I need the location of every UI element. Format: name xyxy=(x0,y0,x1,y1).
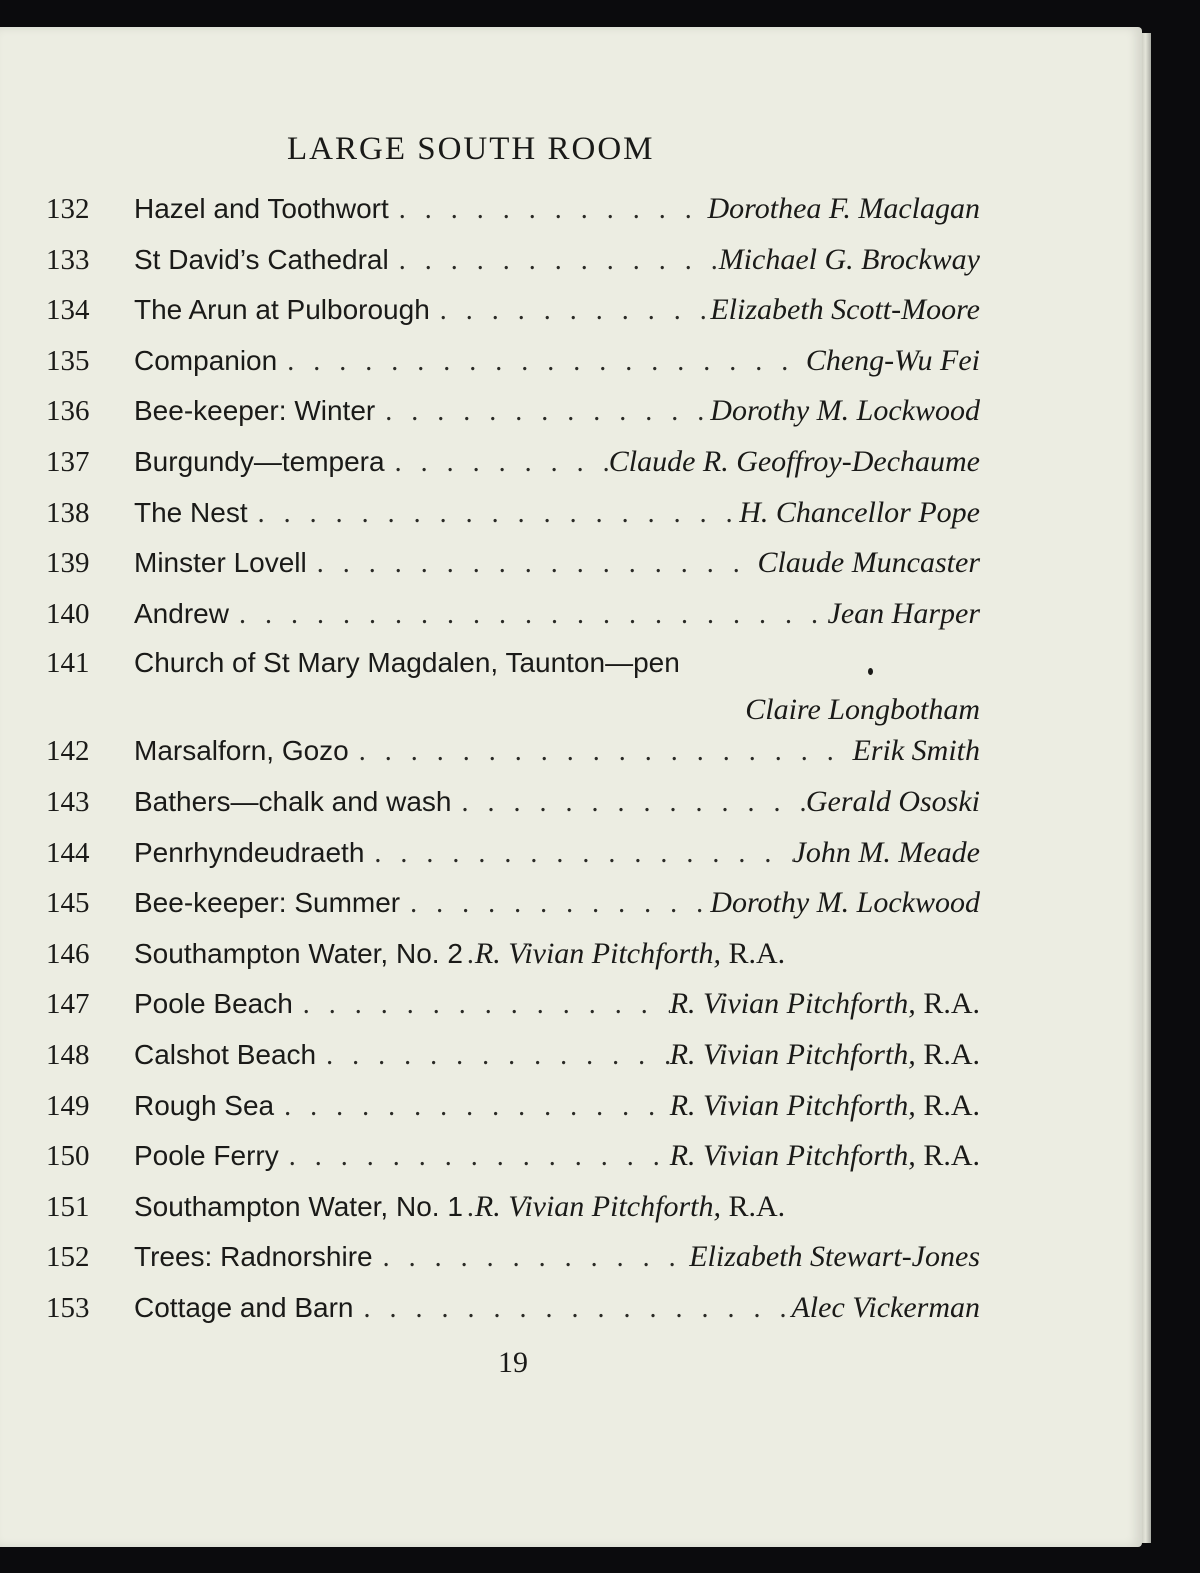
entry-title: Companion xyxy=(134,344,278,376)
entry-title: The Arun at Pulborough xyxy=(134,294,430,326)
entry-row xyxy=(46,192,980,243)
ink-speck xyxy=(868,668,873,675)
page-number: 19 xyxy=(498,1346,528,1379)
entry-artist: Alec Vickerman xyxy=(791,1290,980,1324)
entry-row xyxy=(46,1291,980,1342)
entry-number: 139 xyxy=(46,547,90,580)
entry-artist: Gerald Ososki xyxy=(805,784,980,818)
entry-title: Andrew xyxy=(134,597,229,629)
leader-dots xyxy=(373,1242,690,1274)
leader-dots xyxy=(293,989,670,1021)
entry-artist xyxy=(670,1038,980,1072)
leader-dots xyxy=(430,295,711,327)
entry-row xyxy=(46,597,980,648)
entry-artist: Dorothy M. Lockwood xyxy=(710,886,980,920)
entry-artist: Elizabeth Stewart-Jones xyxy=(689,1240,980,1274)
leader-dots xyxy=(400,888,710,920)
leader-dots xyxy=(375,396,710,428)
entry-title: Trees: Radnorshire xyxy=(134,1241,373,1273)
entry-row xyxy=(46,546,980,597)
entry-number: 146 xyxy=(46,937,90,970)
leader-dots xyxy=(229,599,828,631)
artist-suffix: R.A. xyxy=(923,1037,980,1071)
artist-suffix: R.A. xyxy=(923,987,980,1021)
entry-number: 134 xyxy=(46,294,90,327)
entry-row xyxy=(46,344,980,395)
entry-number: 135 xyxy=(46,344,90,377)
entry-row xyxy=(46,243,980,294)
leader-dots xyxy=(389,194,708,226)
leader-dots xyxy=(248,498,740,530)
artist-suffix: R.A. xyxy=(923,1139,980,1173)
artist-name: R. Vivian Pitchforth, xyxy=(669,1139,916,1173)
entry-title: Rough Sea xyxy=(134,1089,275,1121)
entry-title: Cottage and Barn xyxy=(134,1291,354,1323)
artist-name: R. Vivian Pitchforth, xyxy=(669,1088,916,1122)
entry-artist: Dorothea F. Maclagan xyxy=(707,192,980,225)
entry-title: Marsalforn, Gozo xyxy=(134,735,349,767)
entry-row xyxy=(46,1139,980,1190)
entry-title: The Nest xyxy=(134,496,248,528)
entry-number: 143 xyxy=(46,785,90,818)
entry-artist: Claude R. Geoffroy-Dechaume xyxy=(608,444,980,478)
artist-suffix: R.A. xyxy=(923,1088,980,1122)
entry-title: St David’s Cathedral xyxy=(134,243,389,275)
entry-title: Southampton Water, No. 1 xyxy=(134,1190,463,1222)
entry-row xyxy=(46,293,980,344)
entry-number: 149 xyxy=(46,1089,90,1122)
entry-number: 153 xyxy=(46,1291,90,1324)
entry-number: 132 xyxy=(46,193,90,225)
entry-artist xyxy=(475,937,785,971)
entry-artist: H. Chancellor Pope xyxy=(739,495,980,529)
leader-dots xyxy=(349,736,853,768)
entry-row xyxy=(46,647,980,734)
entry-number: 150 xyxy=(46,1140,90,1173)
entry-row xyxy=(46,937,980,988)
entry-number: 140 xyxy=(46,597,90,630)
entry-title: Calshot Beach xyxy=(134,1038,317,1070)
entry-title: Bee-keeper: Winter xyxy=(134,395,376,427)
entry-artist xyxy=(670,1139,980,1173)
entry-row xyxy=(46,1089,980,1140)
entry-number: 138 xyxy=(46,496,90,529)
entry-number: 152 xyxy=(46,1241,90,1274)
entry-row xyxy=(46,785,980,836)
page-edge xyxy=(1142,33,1151,1543)
leader-dots xyxy=(277,346,806,378)
leader-dots xyxy=(307,548,758,580)
entry-artist: Michael G. Brockway xyxy=(718,242,980,276)
entry-title: Hazel and Toothwort xyxy=(134,193,389,224)
leader-dots xyxy=(452,787,806,819)
entry-number: 142 xyxy=(46,735,90,768)
leader-dots xyxy=(354,1293,792,1325)
entry-title: Poole Ferry xyxy=(134,1140,279,1172)
entry-artist xyxy=(670,1089,980,1123)
entry-artist: Claude Muncaster xyxy=(757,546,980,580)
entry-title: Bathers—chalk and wash xyxy=(134,785,452,817)
entry-number: 151 xyxy=(46,1190,90,1223)
entry-row xyxy=(46,886,980,937)
entry-number: 141 xyxy=(46,647,90,680)
entry-title: Burgundy—tempera xyxy=(134,445,385,477)
entry-number: 136 xyxy=(46,395,90,428)
entry-row xyxy=(46,1038,980,1089)
leader-dots xyxy=(364,838,792,870)
entry-row xyxy=(46,836,980,887)
entry-title: Southampton Water, No. 2 xyxy=(134,937,463,969)
entry-number: 148 xyxy=(46,1038,90,1071)
entry-number: 147 xyxy=(46,988,90,1021)
artist-suffix: R.A. xyxy=(728,936,786,970)
entry-row xyxy=(46,496,980,547)
entry-artist: Cheng-Wu Fei xyxy=(805,343,980,377)
entry-artist: John M. Meade xyxy=(792,835,980,869)
leader-dots xyxy=(385,447,609,479)
entry-title: Penrhyndeudraeth xyxy=(134,836,365,868)
page-heading: LARGE SOUTH ROOM xyxy=(287,131,655,167)
leader-dots xyxy=(274,1091,670,1123)
catalogue-entries xyxy=(46,192,980,1341)
entry-artist xyxy=(670,987,980,1021)
entry-number: 133 xyxy=(46,243,90,276)
leader-dots xyxy=(463,939,475,971)
entry-row xyxy=(46,394,980,445)
artist-name: R. Vivian Pitchforth, xyxy=(669,1037,916,1071)
entry-number: 144 xyxy=(46,836,90,869)
entry-artist: Jean Harper xyxy=(827,596,980,630)
leader-dots xyxy=(463,1192,475,1224)
artist-name: R. Vivian Pitchforth, xyxy=(474,936,721,970)
entry-row xyxy=(46,734,980,785)
entry-artist: Erik Smith xyxy=(852,734,980,768)
entry-number: 137 xyxy=(46,445,90,478)
entry-title: Poole Beach xyxy=(134,988,293,1020)
artist-name: R. Vivian Pitchforth, xyxy=(669,987,916,1021)
leader-dots xyxy=(389,245,719,277)
entry-artist: Elizabeth Scott-Moore xyxy=(710,293,980,327)
entry-row xyxy=(46,987,980,1038)
entry-title: Bee-keeper: Summer xyxy=(134,887,401,919)
leader-dots xyxy=(279,1141,670,1173)
leader-dots xyxy=(316,1040,670,1072)
artist-name: R. Vivian Pitchforth, xyxy=(474,1189,721,1223)
entry-row xyxy=(46,1240,980,1291)
entry-title: Minster Lovell xyxy=(134,547,307,579)
entry-row xyxy=(46,445,980,496)
entry-title: Church of St Mary Magdalen, Taunton—pen xyxy=(134,647,680,679)
entry-number: 145 xyxy=(46,887,90,920)
entry-row xyxy=(46,1190,980,1241)
artist-suffix: R.A. xyxy=(728,1189,786,1223)
entry-artist: Claire Longbotham xyxy=(745,693,980,727)
entry-artist: Dorothy M. Lockwood xyxy=(710,394,980,428)
entry-artist xyxy=(475,1190,785,1224)
